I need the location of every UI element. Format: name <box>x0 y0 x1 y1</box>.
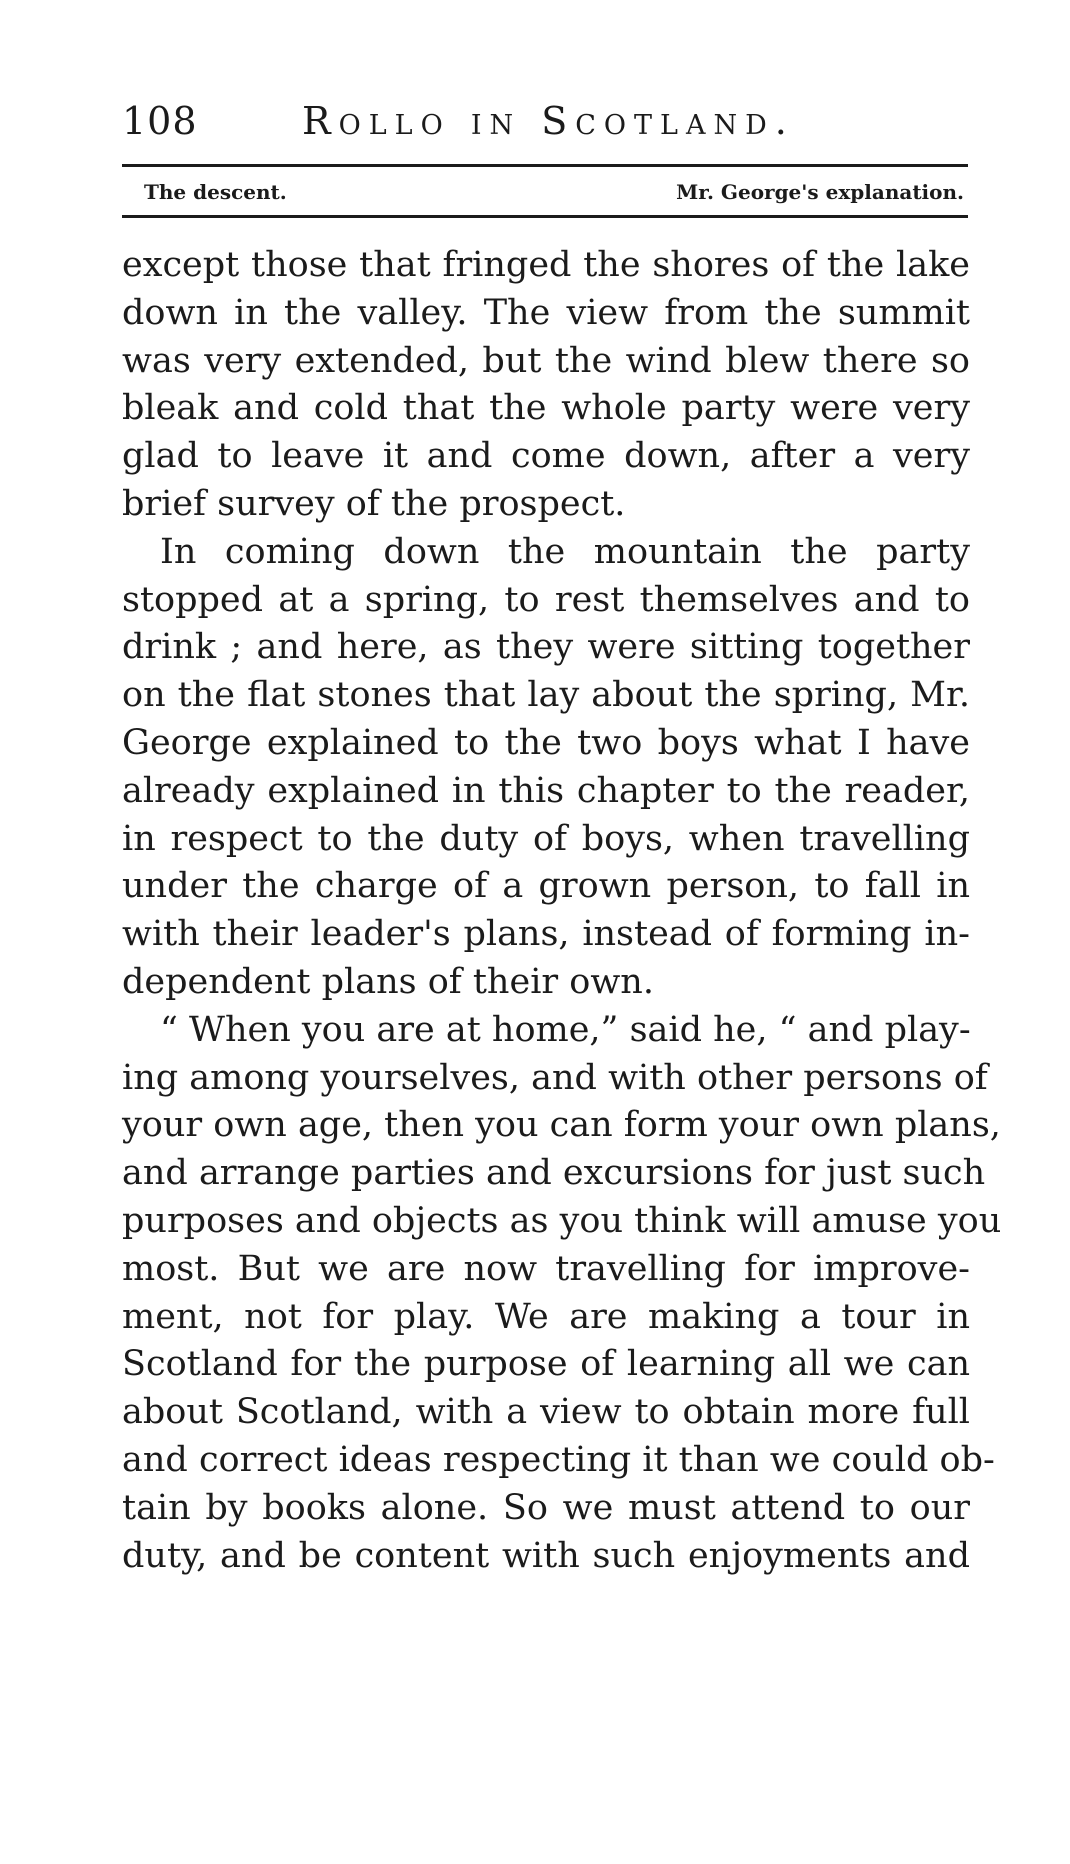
text-line: stopped at a spring, to rest themselves and to <box>122 579 970 620</box>
paragraph-3 <box>122 1007 1002 1581</box>
text-line: on the flat stones that lay about the spring, Mr. <box>122 675 970 716</box>
text-line: most. But we are now travelling for improve- <box>122 1248 970 1289</box>
text-line: with their leader's plans, instead of forming in- <box>122 914 970 955</box>
text-line: In coming down the mountain the party <box>160 531 970 572</box>
book-title: Rollo in Scotland. <box>302 99 795 143</box>
header-rule-bottom <box>122 215 968 218</box>
text-line: except those that fringed the shores of the lake <box>122 245 970 285</box>
text-line: ing among yourselves, and with other persons of <box>122 1057 988 1098</box>
text-line: drink ; and here, as they were sitting together <box>122 627 970 668</box>
text-line: tain by books alone. So we must attend to our <box>122 1487 970 1528</box>
text-line: bleak and cold that the whole party were very <box>122 388 970 429</box>
text-line: dependent plans of their own. <box>122 961 654 1002</box>
paragraph-1 <box>122 242 970 529</box>
text-line: about Scotland, with a view to obtain more full <box>122 1392 970 1433</box>
text-line: under the charge of a grown person, to fall in <box>122 866 970 907</box>
text-line: was very extended, but the wind blew there so <box>122 340 970 381</box>
text-line: your own age, then you can form your own plans, <box>122 1105 1001 1146</box>
page-number: 108 <box>122 99 198 143</box>
text-line: already explained in this chapter to the reader, <box>122 770 970 811</box>
text-line: George explained to the two boys what I have <box>122 722 970 763</box>
body-text <box>122 242 1002 1580</box>
text-line: duty, and be content with such enjoyments and <box>122 1535 970 1576</box>
running-head <box>122 96 968 146</box>
text-line: brief survey of the prospect. <box>122 483 626 524</box>
text-line: Scotland for the purpose of learning all we can <box>122 1344 970 1385</box>
paragraph-2 <box>122 529 970 1007</box>
text-line: down in the valley. The view from the summit <box>122 292 970 333</box>
header-rule-top <box>122 164 968 167</box>
text-line: glad to leave it and come down, after a very <box>122 436 970 477</box>
topic-subhead <box>144 174 964 210</box>
text-line: in respect to the duty of boys, when travelling <box>122 818 970 859</box>
text-line: ment, not for play. We are making a tour in <box>122 1296 970 1337</box>
text-line: and arrange parties and excursions for just such <box>122 1153 986 1194</box>
right-topic: Mr. George's explanation. <box>676 180 964 204</box>
text-line: purposes and objects as you think will amuse you <box>122 1200 1002 1241</box>
text-line: “ When you are at home,” said he, “ and play- <box>160 1009 971 1050</box>
left-topic: The descent. <box>144 180 287 204</box>
text-line: and correct ideas respecting it than we could ob- <box>122 1439 995 1480</box>
